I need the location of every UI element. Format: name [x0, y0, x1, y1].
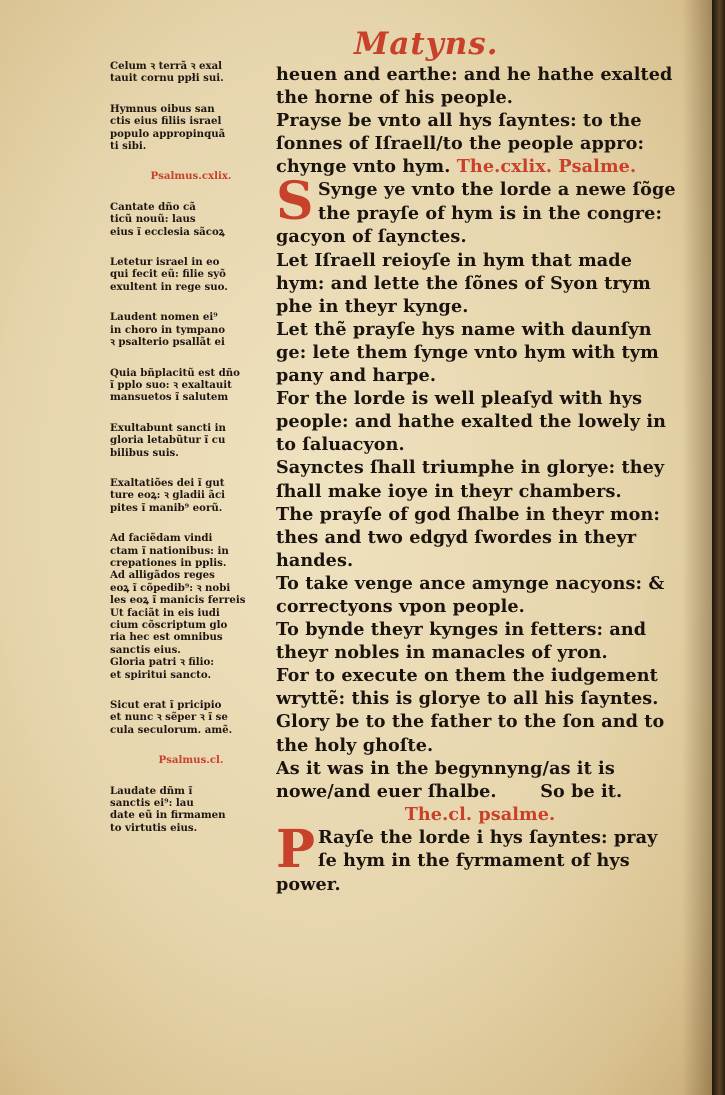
gloss-line: ctam ĩ nationibus: in	[110, 544, 229, 557]
text-line: Prayse be vnto all hys ſayntes: to the	[276, 110, 642, 132]
gloss-line: et nunc ꝛ sẽper ꝛ ĩ se	[110, 711, 228, 724]
gloss-line: Sicut erat ĩ pricipio	[110, 699, 222, 712]
text-line: theyr nobles in manacles of yron.	[276, 642, 608, 664]
text-line: the horne of his people.	[276, 87, 514, 109]
psalm-150-heading: The.cl. psalme.	[404, 803, 556, 825]
gloss-line: eius ĩ ecclesia sãcoꝝ	[110, 225, 225, 238]
gloss-line: ticũ nouũ: laus	[110, 213, 196, 226]
text-line: To bynde theyr kynges in fetters: and	[276, 619, 647, 641]
gloss-line: Exaltatiões dei ĩ gut	[110, 476, 225, 489]
gloss-block	[110, 699, 272, 736]
gloss-line: cula seculorum. amẽ.	[110, 723, 233, 736]
text-line: Synge ye vnto the lorde a newe ſõge	[318, 179, 676, 201]
gloss-line: Laudent nomen ei⁹	[110, 311, 218, 324]
text-line: the prayſe of hym is in the congre:	[318, 202, 663, 224]
gloss-line: Quia bñplacitũ est dño	[110, 366, 240, 379]
psalm-150-opening	[276, 826, 684, 873]
gloss-line: Ad faciẽdam vindi	[110, 532, 213, 545]
gloss-line: in choro in tympano	[110, 323, 226, 336]
gloss-line: ti sibi.	[110, 140, 147, 153]
text-line: As it was in the begynnyng/as it is	[276, 757, 615, 779]
drop-cap-p: P	[276, 825, 316, 873]
gloss-line: exultent in rege suo.	[110, 280, 228, 293]
gloss-line: les eoꝝ ĩ manicis ferreis	[110, 594, 246, 607]
gloss-line: qui fecit eũ: filie syõ	[110, 268, 226, 281]
gloss-block	[110, 256, 272, 293]
text-line: ſonnes of Iſraell/to the people appro:	[276, 133, 645, 155]
gloss-block	[110, 477, 272, 514]
text-line: Glory be to the father to the ſon and to	[276, 711, 665, 733]
gloss-line: ĩ pplo suo: ꝛ exaltauit	[110, 378, 232, 391]
text-line: Let thẽ prayſe hys name with daunſyn	[276, 318, 652, 340]
text-line: Saynctes ſhall triumphe in glorye: they	[276, 457, 665, 479]
psalm-149-opening	[276, 178, 684, 225]
gloss-line: Ad alligãdos reges	[110, 569, 215, 582]
text-line: To take venge ance amynge nacyons: &	[276, 572, 665, 594]
text-fragment: chynge vnto hym.	[276, 156, 451, 178]
gloss-block	[110, 754, 272, 766]
gloss-line: Exultabunt sancti in	[110, 421, 226, 434]
text-line: to ſaluacyon.	[276, 434, 405, 456]
text-line: The prayſe of god ſhalbe in theyr mon:	[276, 503, 661, 525]
text-line: ge: lete them ſynge vnto hym with tym	[276, 341, 659, 363]
gloss-block	[110, 60, 272, 85]
gloss-line: ture eoꝝ: ꝛ gladii ãci	[110, 489, 226, 502]
gloss-line: Letetur israel in eo	[110, 256, 220, 269]
text-line: heuen and earthe: and he hathe exalted	[276, 64, 673, 85]
text-line: handes.	[276, 549, 354, 571]
english-text-column	[276, 63, 684, 896]
text-line: thes and two edgyd ſwordes in theyr	[276, 526, 637, 548]
text-line: For to execute on them the iudgement	[276, 665, 658, 687]
text-line: nowe/and euer ſhalbe. So be it.	[276, 780, 623, 802]
page-edge	[712, 0, 725, 1095]
text-line: people: and hathe exalted the lowely in	[276, 411, 666, 433]
gloss-line: ꝛ psalterio psallãt ei	[110, 336, 225, 349]
running-header: Matyns.	[354, 26, 499, 62]
gloss-line: Psalmus.cxlix.	[150, 170, 232, 183]
psalm-149-heading: The.cxlix. Psalme.	[456, 156, 637, 178]
gloss-line: eoꝝ ĩ cõpedib⁹: ꝛ nobi	[110, 581, 231, 594]
gloss-line: Hymnus oibus san	[110, 102, 215, 115]
gloss-line: pites ĩ manib⁹ eorũ.	[110, 501, 223, 514]
gloss-line: Gloria patri ꝛ filio:	[110, 656, 215, 669]
text-line: ſhall make ioye in theyr chambers.	[276, 480, 622, 502]
text-line: Let Iſraell reioyſe in hym that made	[276, 249, 632, 271]
text-line: pany and harpe.	[276, 365, 437, 387]
text-line: Rayſe the lorde i hys ſayntes: pray	[318, 826, 658, 848]
text-line: phe in theyr kynge.	[276, 295, 469, 317]
text-line: ſe hym in the fyrmament of hys	[318, 850, 630, 871]
gloss-block	[110, 422, 272, 459]
gloss-block	[110, 311, 272, 348]
text-line: For the lorde is well pleaſyd with hys	[276, 388, 643, 410]
gloss-block	[110, 170, 272, 182]
gloss-line: gloria letabũtur ĩ cu	[110, 434, 226, 447]
gloss-block	[110, 367, 272, 404]
gloss-line: date eũ in firmamen	[110, 809, 226, 822]
gloss-line: tauit cornu ppłi sui.	[110, 72, 224, 85]
gloss-line: Ut faciãt in eis iudi	[110, 606, 220, 619]
text-line: the holy ghoſte.	[276, 734, 434, 756]
gloss-line: crepationes in pplis.	[110, 556, 227, 569]
gloss-line: Celum ꝛ terrã ꝛ exal	[110, 60, 223, 72]
gloss-block	[110, 201, 272, 238]
gloss-line: sanctis ei⁹: lau	[110, 797, 194, 810]
drop-cap-s: S	[276, 178, 314, 226]
gloss-line: ria hec est omnibus	[110, 631, 223, 644]
gloss-line: Laudate dñm ĩ	[110, 784, 193, 797]
latin-gloss-column	[110, 60, 272, 852]
text-line: hym: and lette the ſõnes of Syon trym	[276, 272, 651, 294]
gloss-block	[110, 103, 272, 153]
gloss-line: Psalmus.cl.	[158, 754, 224, 767]
gloss-line: ctis eius filiis israel	[110, 115, 222, 128]
gloss-line: Cantate dño cã	[110, 200, 196, 213]
gloss-line: sanctis eius.	[110, 643, 181, 656]
text-line: gacyon of ſaynctes.	[276, 226, 467, 248]
gloss-line: cium cõscriptum glo	[110, 619, 228, 631]
gloss-line: to virtutis eius.	[110, 821, 198, 834]
text-line: wryttẽ: this is glorye to all his ſayntes.	[276, 688, 659, 710]
gloss-line: bilibus suis.	[110, 446, 179, 459]
gloss-line: mansuetos ĩ salutem	[110, 391, 229, 404]
gloss-block	[110, 532, 272, 681]
text-line: correctyons vpon people.	[276, 595, 525, 617]
gloss-line: et spiritui sancto.	[110, 668, 212, 681]
text-line: power.	[276, 873, 341, 895]
gloss-line: populo appropinquã	[110, 127, 226, 140]
text-line	[276, 155, 684, 178]
gloss-block	[110, 785, 272, 835]
